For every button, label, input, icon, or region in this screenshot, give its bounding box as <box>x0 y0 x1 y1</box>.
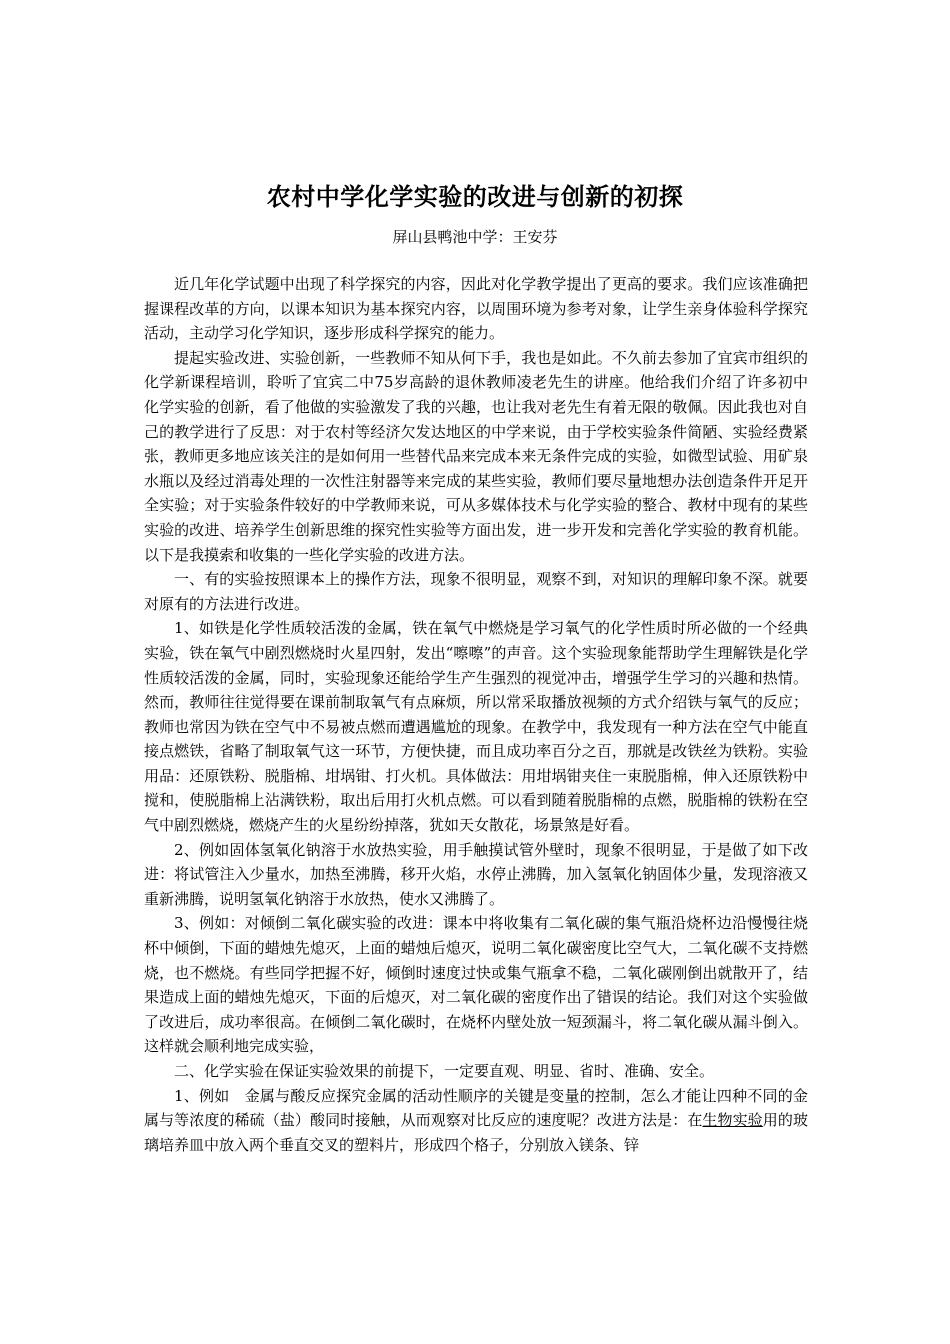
paragraph-naoh-experiment: 2、例如固体氢氧化钠溶于水放热实验，用手触摸试管外壁时，现象不很明显，于是做了如下改进：将试管注入少量水，加热至沸腾，移开火焰，水停止沸腾，加入氢氧化钠固体少量，发现溶液又重新沸腾，说明氢氧化钠溶于水放热，使水又沸腾了。 <box>144 840 808 908</box>
paragraph-reflection: 提起实验改进、实验创新，一些教师不知从何下手，我也是如此。不久前去参加了宜宾市组织的化学新课程培训，聆听了宜宾二中75岁高龄的退休教师凌老先生的讲座。他给我们介绍了许多初中化学实验的创新，看了他做的实验激发了我的兴趣，也让我对老先生有着无限的敬佩。因此我也对自己的教学进行了反思：对于农村等经济欠发达地区的中学来说，由于学校实验条件简陋、实验经费紧张，教师更多地应该关注的是如何用一些替代品来完成本来无条件完成的实验，如微型试验、用矿泉水瓶以及经过消毒处理的一次性注射器等来完成的某些实验，教师们要尽量地想办法创造条件开足开全实验；对于实验条件较好的中学教师来说，可从多媒体技术与化学实验的整合、教材中现有的某些实验的改进、培养学生创新思维的探究性实验等方面出发，进一步开发和完善化学实验的教育机能。以下是我摸索和收集的一些化学实验的改进方法。 <box>144 348 808 564</box>
metal-acid-text-after: 用的玻璃培养皿中放入两个垂直交叉的塑料片，形成四个格子，分别放入镁条、锌 <box>144 1111 808 1154</box>
document-body <box>144 272 808 1157</box>
document-author: 屏山县鸭池中学：王安芬 <box>392 228 558 246</box>
paragraph-metal-acid <box>144 1084 808 1158</box>
paragraph-iron-experiment: 1、如铁是化学性质较活泼的金属，铁在氧气中燃烧是学习氧气的化学性质时所必做的一个经典实验，铁在氧气中剧烈燃烧时火星四射，发出“嚓嚓”的声音。这个实验现象能帮助学生理解铁是化学性质较活泼的金属，同时，实验现象还能给学生产生强烈的视觉冲击，增强学生学习的兴趣和热情。然而，教师往往觉得要在课前制取氧气有点麻烦，所以常采取播放视频的方式介绍铁与氧气的反应；教师也常因为铁在空气中不易被点燃而遭遇尴尬的现象。在教学中，我发现有一种方法在空气中能直接点燃铁，省略了制取氧气这一环节，方便快捷，而且成功率百分之百，那就是改铁丝为铁粉。实验用品：还原铁粉、脱脂棉、坩埚钳、打火机。具体做法：用坩埚钳夹住一束脱脂棉，伸入还原铁粉中搅和，使脱脂棉上沾满铁粉，取出后用打火机点燃。可以看到随着脱脂棉的点燃，脱脂棉的铁粉在空气中剧烈燃烧，燃烧产生的火星纷纷掉落，犹如天女散花，场景煞是好看。 <box>144 619 808 835</box>
biology-experiment-link[interactable]: 生物实验 <box>702 1111 763 1130</box>
metal-acid-text-before: 1、例如 金属与酸反应探究金属的活动性顺序的关键是变量的控制，怎么才能让四种不同的金属与等浓度的稀硫（盐）酸同时接触，从而观察对比反应的速度呢？改进方法是：在 <box>144 1086 808 1130</box>
paragraph-co2-experiment: 3、例如：对倾倒二氧化碳实验的改进：课本中将收集有二氧化碳的集气瓶沿烧杯边沿慢慢往烧杯中倾倒，下面的蜡烛先熄灭，上面的蜡烛后熄灭，说明二氧化碳密度比空气大，二氧化碳不支持燃烧，也不燃烧。有些同学把握不好，倾倒时速度过快或集气瓶拿不稳，二氧化碳刚倒出就散开了，结果造成上面的蜡烛先熄灭，下面的后熄灭，对二氧化碳的密度作出了错误的结论。我们对这个实验做了改进后，成功率很高。在倾倒二氧化碳时，在烧杯内壁处放一短颈漏斗，将二氧化碳从漏斗倒入。这样就会顺利地完成实验， <box>144 914 808 1056</box>
document-title: 农村中学化学实验的改进与创新的初探 <box>266 183 684 211</box>
paragraph-section-one: 一、有的实验按照课本上的操作方法，现象不很明显，观察不到，对知识的理解印象不深。就要对原有的方法进行改进。 <box>144 570 808 613</box>
paragraph-intro: 近几年化学试题中出现了科学探究的内容，因此对化学教学提出了更高的要求。我们应该准确把握课程改革的方向，以课本知识为基本探究内容，以周围环境为参考对象，让学生亲身体验科学探究活动，主动学习化学知识，逐步形成科学探究的能力。 <box>144 275 808 343</box>
paragraph-section-two: 二、化学实验在保证实验效果的前提下，一定要直观、明显、省时、准确、安全。 <box>174 1062 715 1080</box>
